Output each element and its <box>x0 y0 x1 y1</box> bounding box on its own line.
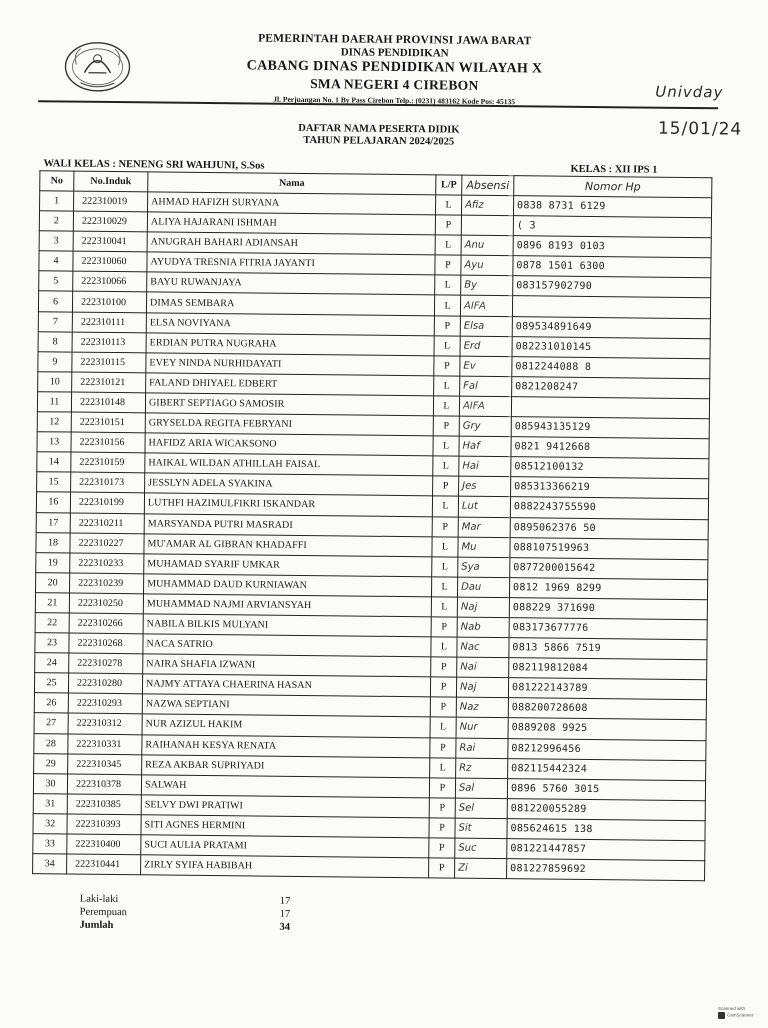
student-id: 222310345 <box>68 754 142 775</box>
student-id: 222310029 <box>73 211 147 232</box>
student-name: EVEY NINDA NURHIDAYATI <box>146 353 434 376</box>
row-number: 5 <box>39 271 73 291</box>
attendance-signature: By <box>461 275 513 296</box>
attendance-signature: Nab <box>457 617 509 638</box>
row-number: 25 <box>34 673 68 693</box>
attendance-signature: Nai <box>457 657 509 678</box>
student-gender: P <box>435 215 461 235</box>
attendance-signature: Elsa <box>460 316 512 337</box>
attendance-signature: Hai <box>459 456 511 477</box>
student-name: NACA SATRIO <box>143 634 431 657</box>
phone-number: 0838 8731 6129 <box>513 196 711 218</box>
student-id: 222310280 <box>68 673 142 694</box>
student-gender: P <box>429 838 455 858</box>
attendance-signature: Haf <box>459 436 511 457</box>
phone-number: 0896 8193 0103 <box>513 236 711 258</box>
student-name: ZIRLY SYIFA HABIBAH <box>141 855 429 878</box>
row-number: 34 <box>33 854 67 874</box>
letterhead-department: DINAS PENDIDIKAN <box>340 46 449 60</box>
student-gender: P <box>430 737 456 757</box>
row-number: 24 <box>35 653 69 673</box>
student-gender: L <box>432 536 458 556</box>
row-number: 21 <box>35 593 69 613</box>
summary-male-label: Laki-laki <box>79 893 119 906</box>
student-id: 222310173 <box>71 472 145 493</box>
student-name: SITI AGNES HERMINI <box>141 815 429 838</box>
scanner-watermark <box>718 1006 758 1022</box>
row-number: 17 <box>36 512 70 532</box>
document-title <box>204 122 554 149</box>
row-number: 31 <box>33 793 67 813</box>
student-gender: P <box>432 516 458 536</box>
row-number: 22 <box>35 613 69 633</box>
attendance-signature <box>461 215 513 236</box>
attendance-signature: Naj <box>456 677 508 698</box>
student-gender: P <box>433 416 459 436</box>
phone-number <box>512 296 710 318</box>
attendance-signature: Erd <box>460 336 512 357</box>
row-number: 9 <box>38 351 72 371</box>
phone-number: 0878 1501 6300 <box>513 256 711 278</box>
student-id: 222310378 <box>67 774 141 795</box>
student-gender: P <box>431 657 457 677</box>
header-absensi: Absensi <box>462 175 514 196</box>
attendance-signature: Rai <box>456 738 508 759</box>
student-id: 222310293 <box>68 693 142 714</box>
student-gender: P <box>434 315 460 335</box>
student-gender: L <box>434 336 460 356</box>
letterhead-school: SMA NEGERI 4 CIREBON <box>310 76 479 93</box>
student-name: ELSA NOVIYANA <box>146 312 434 335</box>
student-gender: L <box>430 757 456 777</box>
student-id: 222310121 <box>72 372 146 393</box>
attendance-signature: Mar <box>458 517 510 538</box>
absence-mark: AIFA <box>459 396 511 417</box>
phone-number: 088107519963 <box>510 537 708 559</box>
student-id: 222310385 <box>67 794 141 815</box>
row-number: 27 <box>34 713 68 733</box>
student-gender: L <box>433 456 459 476</box>
academic-year: TAHUN PELAJARAN 2024/2025 <box>303 134 455 148</box>
student-gender: P <box>435 255 461 275</box>
student-id: 222310278 <box>69 653 143 674</box>
title-line: DAFTAR NAMA PESERTA DIDIK <box>298 122 460 136</box>
summary-female-value: 17 <box>279 908 291 920</box>
row-number: 16 <box>36 492 70 512</box>
student-id: 222310227 <box>70 533 144 554</box>
row-number: 26 <box>34 693 68 713</box>
row-number: 33 <box>33 834 67 854</box>
student-id: 222310211 <box>70 513 144 534</box>
student-id: 222310239 <box>70 573 144 594</box>
student-id: 222310113 <box>72 332 146 353</box>
phone-number: 083173677776 <box>509 618 707 640</box>
gender-summary <box>79 894 319 936</box>
phone-number: 081222143789 <box>508 678 706 700</box>
student-name: HAFIDZ ARIA WICAKSONO <box>145 433 433 456</box>
letterhead-government: PEMERINTAH DAERAH PROVINSI JAWA BARAT <box>258 32 532 48</box>
student-name: MUHAMAD SYARIF UMKAR <box>144 554 432 577</box>
attendance-signature: Sel <box>455 798 507 819</box>
phone-number: 082119812084 <box>509 658 707 680</box>
phone-number: 082115442324 <box>508 758 706 780</box>
student-id: 222310115 <box>72 352 146 373</box>
phone-number: 082231010145 <box>512 336 710 358</box>
row-number: 28 <box>34 733 68 753</box>
row-number: 7 <box>38 311 72 331</box>
phone-number: 081227859692 <box>507 859 705 881</box>
summary-total-value: 34 <box>279 921 291 933</box>
student-name: GIBERT SEPTIAGO SAMOSIR <box>145 393 433 416</box>
student-id: 222310441 <box>67 854 141 875</box>
camscanner-icon <box>718 1012 725 1019</box>
school-emblem-logo <box>62 34 133 95</box>
attendance-signature: Sit <box>455 818 507 839</box>
row-number: 18 <box>36 532 70 552</box>
header-lp: L/P <box>436 175 462 195</box>
phone-number: 081220055289 <box>507 798 705 820</box>
phone-number: ( 3 <box>513 216 711 238</box>
student-gender: L <box>433 396 459 416</box>
phone-number: 089534891649 <box>512 316 710 338</box>
student-id: 222310250 <box>69 593 143 614</box>
attendance-signature: Mu <box>458 537 510 558</box>
student-name: NUR AZIZUL HAKIM <box>142 714 430 737</box>
student-id: 222310019 <box>74 191 148 212</box>
student-name: NAZWA SEPTIANI <box>142 694 430 717</box>
row-number: 3 <box>39 231 73 251</box>
student-name: DIMAS SEMBARA <box>146 292 434 315</box>
header-nomor-hp: Nomor Hp <box>514 176 712 198</box>
phone-number: 088229 371690 <box>509 598 707 620</box>
student-gender: L <box>435 235 461 255</box>
summary-male-value: 17 <box>279 895 291 907</box>
phone-number: 08512100132 <box>511 457 709 479</box>
row-number: 14 <box>37 452 71 472</box>
student-name: NAIRA SHAFIA IZWANI <box>143 654 431 677</box>
phone-number: 088200728608 <box>508 698 706 720</box>
student-id: 222310156 <box>71 432 145 453</box>
phone-number: 0812244088 8 <box>512 356 710 378</box>
phone-number: 0882243755590 <box>510 497 708 519</box>
attendance-signature: Nac <box>457 637 509 658</box>
row-number: 1 <box>40 191 74 211</box>
student-gender: L <box>434 376 460 396</box>
attendance-signature: Jes <box>459 476 511 497</box>
student-name: REZA AKBAR SUPRIYADI <box>142 754 430 777</box>
header-induk: No.Induk <box>74 171 148 192</box>
student-id: 222310151 <box>71 412 145 433</box>
attendance-signature: Zi <box>455 858 507 879</box>
student-id: 222310393 <box>67 814 141 835</box>
student-gender: L <box>433 436 459 456</box>
student-name: JESSLYN ADELA SYAKINA <box>145 473 433 496</box>
phone-number <box>511 397 709 419</box>
attendance-signature: Gry <box>459 416 511 437</box>
student-name: MARSYANDA PUTRI MASRADI <box>144 513 432 536</box>
phone-number: 0896 5760 3015 <box>507 778 705 800</box>
student-id: 222310400 <box>67 834 141 855</box>
student-table <box>32 170 712 881</box>
row-number: 30 <box>33 773 67 793</box>
student-name: AHMAD HAFIZH SURYANA <box>148 192 436 215</box>
attendance-signature: Ev <box>460 356 512 377</box>
student-name: RAIHANAH KESYA RENATA <box>142 734 430 757</box>
phone-number: 0821 9412668 <box>511 437 709 459</box>
phone-number: 0821208247 <box>512 377 710 399</box>
row-number: 15 <box>37 472 71 492</box>
student-gender: L <box>431 637 457 657</box>
attendance-signature: Naz <box>456 697 508 718</box>
phone-number: 0812 1969 8299 <box>509 577 707 599</box>
student-name: AYUDYA TRESNIA FITRIA JAYANTI <box>147 252 435 275</box>
row-number: 8 <box>38 331 72 351</box>
phone-number: 083157902790 <box>513 276 711 298</box>
student-name: FALAND DHIYAEL EDBERT <box>146 373 434 396</box>
row-number: 2 <box>39 211 73 231</box>
phone-number: 081221447857 <box>507 839 705 861</box>
phone-number: 085313366219 <box>511 477 709 499</box>
phone-number: 0895062376 50 <box>510 517 708 539</box>
scanner-watermark-brand: CamScanner <box>727 1012 754 1018</box>
student-gender: L <box>431 577 457 597</box>
student-id: 222310331 <box>68 734 142 755</box>
attendance-signature: Fal <box>460 376 512 397</box>
attendance-signature: Ayu <box>461 255 513 276</box>
row-number: 4 <box>39 251 73 271</box>
student-gender: P <box>429 818 455 838</box>
student-id: 222310266 <box>69 613 143 634</box>
header-no: No <box>40 171 74 191</box>
student-name: MU'AMAR AL GIBRAN KHADAFFI <box>144 533 432 556</box>
student-id: 222310066 <box>73 271 147 292</box>
header-nama: Nama <box>148 172 436 195</box>
phone-number: 0813 5866 7519 <box>509 638 707 660</box>
summary-total-label: Jumlah <box>79 919 114 932</box>
student-name: ALIYA HAJARANI ISHMAH <box>147 212 435 235</box>
student-name: NABILA BILKIS MULYANI <box>143 614 431 637</box>
student-id: 222310312 <box>68 713 142 734</box>
row-number: 6 <box>38 291 72 311</box>
summary-female-label: Perempuan <box>79 906 127 919</box>
attendance-signature: Suc <box>455 838 507 859</box>
attendance-signature: Lut <box>458 497 510 518</box>
phone-number: 0889208 9925 <box>508 718 706 740</box>
absence-mark: AIFA <box>460 296 512 317</box>
row-number: 11 <box>37 392 71 412</box>
phone-number: 085624615 138 <box>507 819 705 841</box>
student-gender: L <box>435 195 461 215</box>
student-name: MUHAMMAD DAUD KURNIAWAN <box>144 574 432 597</box>
student-name: BAYU RUWANJAYA <box>147 272 435 295</box>
student-gender: P <box>433 476 459 496</box>
student-gender: P <box>429 778 455 798</box>
student-gender: L <box>431 597 457 617</box>
student-id: 222310041 <box>73 231 147 252</box>
student-id: 222310268 <box>69 633 143 654</box>
attendance-signature: Sya <box>458 557 510 578</box>
row-number: 19 <box>36 552 70 572</box>
student-gender: P <box>429 798 455 818</box>
row-number: 32 <box>33 814 67 834</box>
student-id: 222310100 <box>72 292 146 313</box>
student-gender: L <box>430 717 456 737</box>
student-gender: P <box>434 356 460 376</box>
row-number: 23 <box>35 633 69 653</box>
attendance-signature: Anu <box>461 235 513 256</box>
homeroom-teacher: WALI KELAS : NENENG SRI WAHJUNI, S.Sos <box>43 158 265 172</box>
student-gender: P <box>430 677 456 697</box>
letterhead-address: Jl. Perjuangan No. 1 By Pass Cirebon Telp.: (0231) 483162 Kode Pos: 45135 <box>273 94 516 107</box>
student-id: 222310233 <box>70 553 144 574</box>
attendance-signature: Rz <box>456 758 508 779</box>
scanner-watermark-line1: Scanned with <box>718 1006 746 1011</box>
student-name: ANUGRAH BAHARI ADIANSAH <box>147 232 435 255</box>
student-gender: L <box>435 275 461 295</box>
row-number: 10 <box>38 372 72 392</box>
attendance-signature: Afiz <box>461 195 513 216</box>
student-gender: P <box>430 697 456 717</box>
attendance-signature: Naj <box>457 597 509 618</box>
attendance-signature: Dau <box>457 577 509 598</box>
student-gender: P <box>429 858 455 878</box>
phone-number: 085943135129 <box>511 417 709 439</box>
handwritten-note: Univday <box>655 82 724 102</box>
row-number: 20 <box>36 572 70 592</box>
row-number: 13 <box>37 432 71 452</box>
student-gender: L <box>434 295 460 315</box>
row-number: 29 <box>34 753 68 773</box>
student-gender: L <box>432 496 458 516</box>
student-name: SALWAH <box>141 775 429 798</box>
student-name: SUCI AULIA PRATAMI <box>141 835 429 858</box>
class-label: KELAS : XII IPS 1 <box>570 163 658 176</box>
letterhead-branch: CABANG DINAS PENDIDIKAN WILAYAH X <box>246 58 543 77</box>
student-gender: L <box>432 557 458 577</box>
student-name: MUHAMMAD NAJMI ARVIANSYAH <box>143 594 431 617</box>
row-number: 12 <box>37 412 71 432</box>
student-id: 222310060 <box>73 251 147 272</box>
letterhead <box>174 32 615 108</box>
student-id: 222310111 <box>72 312 146 333</box>
phone-number: 0877200015642 <box>510 557 708 579</box>
student-id: 222310148 <box>71 392 145 413</box>
student-name: LUTHFI HAZIMULFIKRI ISKANDAR <box>144 493 432 516</box>
student-name: ERDIAN PUTRA NUGRAHA <box>146 332 434 355</box>
student-name: SELVY DWI PRATIWI <box>141 795 429 818</box>
handwritten-date: 15/01/24 <box>657 118 743 140</box>
student-name: HAIKAL WILDAN ATHILLAH FAISAL <box>145 453 433 476</box>
attendance-signature: Nur <box>456 718 508 739</box>
student-id: 222310159 <box>71 452 145 473</box>
student-id: 222310199 <box>70 492 144 513</box>
phone-number: 08212996456 <box>508 738 706 760</box>
attendance-signature: Sal <box>455 778 507 799</box>
student-name: GRYSELDA REGITA FEBRYANI <box>145 413 433 436</box>
student-name: NAJMY ATTAYA CHAERINA HASAN <box>142 674 430 697</box>
student-gender: P <box>431 617 457 637</box>
